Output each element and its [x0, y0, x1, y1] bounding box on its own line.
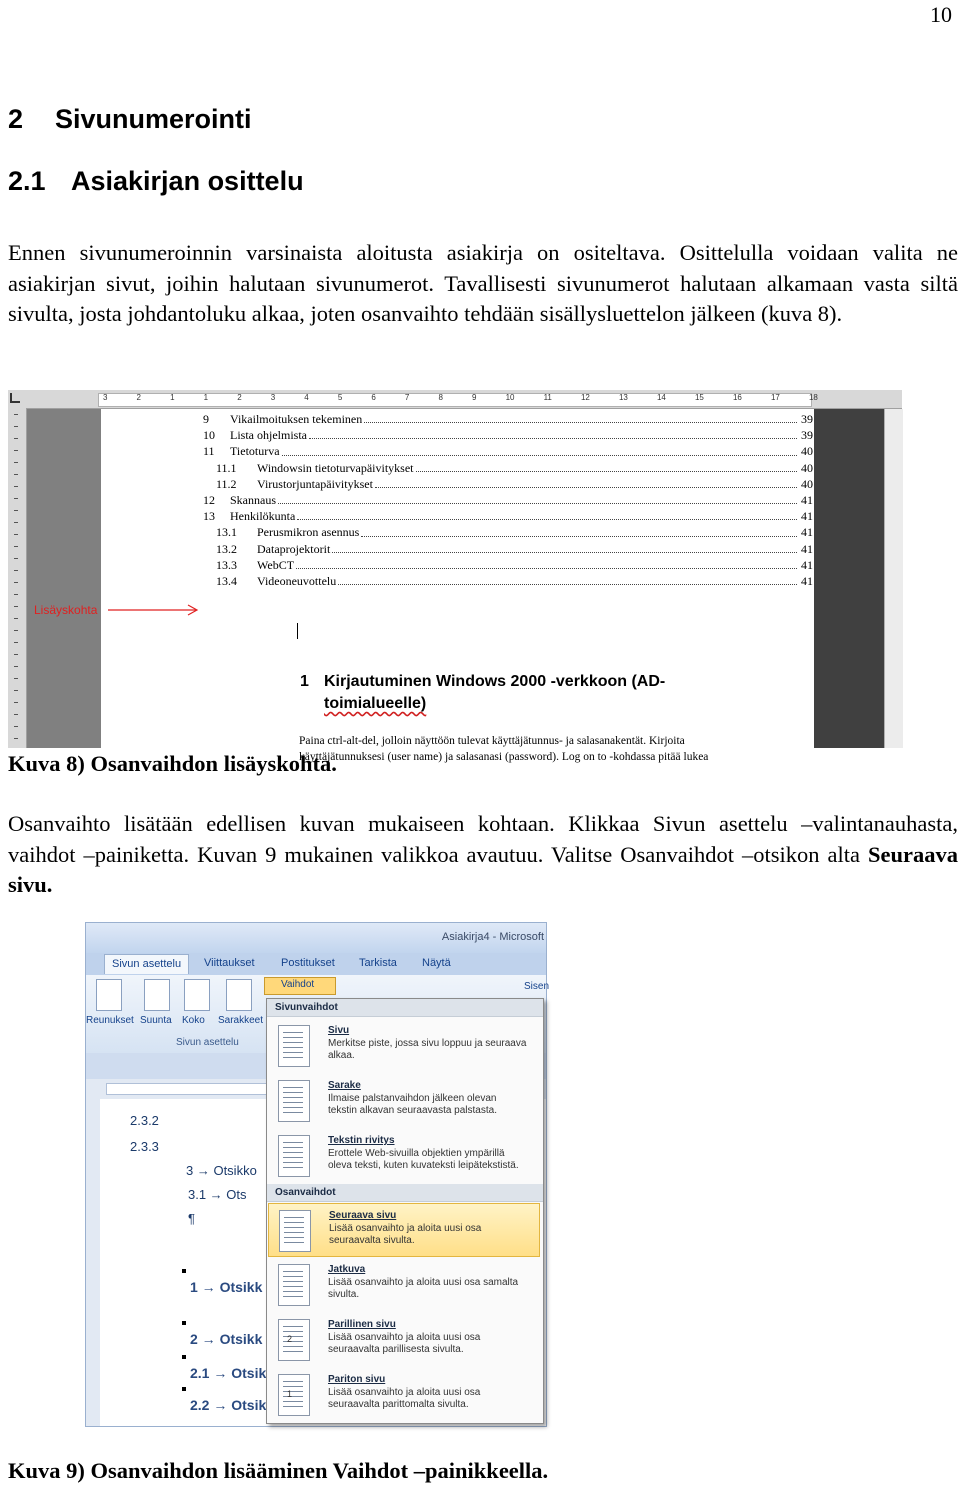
toc-title: Dataprojektorit — [257, 541, 331, 556]
document-line: 2.3.2 — [130, 1113, 159, 1128]
chapter-body-line1: Paina ctrl-alt-del, jolloin näyttöön tulevat käyttäjätunnus- ja salasanakentät. Kirjoita — [299, 735, 685, 747]
ruler-number: 11 — [543, 393, 552, 402]
tab-viittaukset[interactable]: Viittaukset — [204, 957, 255, 969]
ruler-tick — [14, 450, 18, 451]
table-of-contents — [203, 411, 813, 589]
vaihdot-label: Vaihdot — [281, 979, 315, 990]
vertical-ruler — [8, 408, 27, 748]
toc-page: 41 — [801, 557, 813, 572]
toc-row[interactable] — [203, 492, 813, 508]
ruler-tick — [14, 642, 18, 643]
ruler-tick — [14, 594, 18, 595]
ruler-tick — [14, 654, 18, 655]
toc-title: Vikailmoituksen tekeminen — [230, 412, 363, 426]
ruler-tick — [14, 486, 18, 487]
toc-row[interactable] — [203, 541, 813, 557]
toc-number: 13.2 — [216, 541, 237, 556]
truncated-ribbon-label: Sisen — [524, 981, 550, 992]
ruler-tick — [14, 690, 18, 691]
toc-number: 11 — [203, 444, 215, 459]
ruler-tick — [14, 714, 18, 715]
ruler-number: 10 — [505, 393, 515, 402]
ruler-tick — [14, 738, 18, 739]
ruler-number: 6 — [371, 393, 376, 402]
toc-number: 11.2 — [216, 476, 237, 491]
vertical-scrollbar[interactable] — [884, 409, 903, 748]
menu-section-header — [267, 1184, 543, 1202]
toc-page: 41 — [801, 525, 813, 540]
ruler-number: 13 — [618, 393, 628, 402]
page-break-icon — [278, 1080, 310, 1122]
toc-title: Tietoturva — [230, 444, 280, 459]
toc-row[interactable] — [203, 524, 813, 540]
heading-1 — [8, 104, 252, 135]
ribbon-group-label: Sivun asettelu — [176, 1037, 239, 1048]
menu-item-title: Sivu — [328, 1025, 350, 1036]
insertion-point-label: Lisäyskohta — [34, 603, 98, 617]
ruler-number: 3 — [270, 393, 276, 402]
document-line: 3.1 → Ots — [188, 1187, 247, 1202]
ruler-tick — [14, 726, 18, 727]
heading-1-title: Sivunumerointi — [55, 104, 252, 134]
window-titlebar — [86, 923, 546, 953]
ruler-number: 2 — [237, 393, 242, 402]
document-line: 1 → Otsikk — [190, 1279, 263, 1295]
menu-section-header — [267, 999, 543, 1017]
size-icon — [184, 979, 210, 1011]
figure-8-screenshot — [8, 390, 902, 763]
toc-page: 39 — [801, 412, 813, 426]
toc-title: Skannaus — [230, 492, 276, 507]
heading-1-number: 2 — [8, 104, 24, 134]
chapter-body — [299, 733, 819, 765]
document-line: 3 → Otsikko — [186, 1163, 257, 1178]
heading-2-title: Asiakirjan osittelu — [71, 166, 304, 196]
menu-item[interactable] — [268, 1258, 540, 1312]
ruler-tick — [14, 702, 18, 703]
toc-page: 41 — [801, 541, 813, 556]
ruler-tick — [14, 546, 18, 547]
ruler-tick — [14, 522, 18, 523]
toc-title: Virustorjuntapäivitykset — [257, 476, 373, 491]
page-break-icon — [278, 1025, 310, 1067]
toc-leader — [297, 508, 797, 520]
ruler-number: 4 — [304, 393, 309, 402]
toc-leader — [375, 476, 797, 488]
menu-item-title: Pariton sivu — [328, 1374, 386, 1385]
menu-item-title: Parillinen sivu — [328, 1319, 396, 1330]
paragraph-mark-bullet — [182, 1321, 186, 1325]
chapter-heading-line2: toimialueelle) — [324, 695, 427, 712]
toc-number: 11.1 — [216, 460, 237, 475]
page-break-icon — [278, 1374, 310, 1416]
margins-button[interactable]: Reunukset — [86, 1015, 134, 1026]
page-break-icon — [278, 1264, 310, 1306]
menu-item[interactable] — [268, 1019, 540, 1073]
ruler-tick — [14, 534, 18, 535]
menu-item-description: Lisää osanvaihto ja aloita uusi osa seuraavalta parillisesta sivulta. — [328, 1332, 481, 1355]
toc-row[interactable] — [203, 460, 813, 476]
menu-item-description: Erottele Web-sivuilla objektien ympärillä oleva teksti, kuten kuvateksti leipätekstistä. — [328, 1148, 519, 1171]
toc-leader — [338, 573, 797, 585]
toc-row[interactable] — [203, 573, 813, 589]
paragraph-mark-bullet — [182, 1387, 186, 1391]
toc-page: 40 — [801, 476, 813, 491]
menu-item-description: Merkitse piste, jossa sivu loppuu ja seuraava alkaa. — [328, 1038, 527, 1061]
toc-page: 41 — [801, 492, 813, 507]
menu-item-description: Lisää osanvaihto ja aloita uusi osa seuraavalta parittomalta sivulta. — [328, 1387, 481, 1410]
ruler-number: 18 — [808, 393, 818, 402]
menu-item-title: Jatkuva — [328, 1264, 366, 1275]
columns-icon — [226, 979, 252, 1011]
toc-number: 13.4 — [216, 573, 237, 588]
ruler-tick — [14, 570, 18, 571]
figure-9-caption: Kuva 9) Osanvaihdon lisääminen Vaihdot –painikkeella. — [8, 1458, 549, 1483]
toc-leader — [416, 460, 798, 472]
menu-item-description: Ilmaise palstanvaihdon jälkeen olevan tekstin alkavan seuraavasta palstasta. — [328, 1093, 497, 1116]
toc-number: 13.3 — [216, 557, 237, 572]
ruler-tick — [14, 510, 18, 511]
toc-number: 13 — [203, 509, 215, 524]
paragraph-2-bold: Seuraava sivu. — [8, 841, 958, 897]
menu-item-title: Sarake — [328, 1080, 361, 1091]
ruler-number: 3 — [103, 393, 108, 402]
page-number-glyph: 2 — [287, 1334, 293, 1344]
ruler-number: 1 — [203, 393, 209, 402]
page-margin-area — [814, 409, 884, 748]
ruler-tick — [14, 414, 18, 415]
toc-number: 12 — [203, 492, 215, 507]
paragraph-2-text: Osanvaihto lisätään edellisen kuvan mukaiseen kohtaan. Klikkaa Sivun asettelu –valintanauhasta, vaihdot –painiketta. Kuvan 9 mukainen valikkoa avautuu. Valitse Osanvaihdot –otsikon alta — [8, 811, 958, 867]
ruler-number: 9 — [472, 393, 477, 402]
page-break-icon — [278, 1135, 310, 1177]
menu-item-description: Lisää osanvaihto ja aloita uusi osa seuraavalta sivulta. — [329, 1223, 482, 1246]
ruler-tick — [14, 426, 18, 427]
ruler-number: 16 — [732, 393, 742, 402]
ruler-number: 17 — [770, 393, 780, 402]
toc-title: Windowsin tietoturvapäivitykset — [257, 460, 414, 475]
tab-tarkista[interactable]: Tarkista — [359, 957, 397, 969]
toc-page: 40 — [801, 460, 813, 475]
vertical-ruler-2 — [86, 1099, 101, 1426]
toc-leader — [296, 557, 797, 569]
ruler-number: 14 — [656, 393, 666, 402]
toc-page: 39 — [801, 428, 813, 443]
ruler-tick — [14, 666, 18, 667]
ruler-number: 5 — [337, 393, 343, 402]
document-line: 2.2 → Otsik — [190, 1397, 267, 1413]
ruler-tick — [14, 474, 18, 475]
paragraph-mark-bullet — [182, 1355, 186, 1359]
toc-leader — [309, 427, 797, 439]
ruler-text-area-2 — [106, 1083, 268, 1095]
toc-title: WebCT — [257, 557, 295, 572]
toc-row[interactable] — [203, 508, 813, 524]
columns-button[interactable]: Sarakkeet — [218, 1015, 264, 1026]
heading-2-number: 2.1 — [8, 166, 46, 196]
size-button[interactable]: Koko — [182, 1015, 205, 1026]
page-break-icon — [278, 1319, 310, 1361]
page-break-icon — [279, 1210, 311, 1252]
paragraph-1: Ennen sivunumeroinnin varsinaista aloitusta asiakirja on ositeltava. Osittelulla voidaan valita ne asiakirjan sivut, joihin halutaan sivunumerot. Tavallisesti sivunumerot halutaan alkamaan vasta siltä sivulta, josta johdantoluku alkaa, joten osanvaihto tehdään sisällysluettelon jälkeen (kuva 8). — [8, 240, 958, 326]
toc-leader — [282, 443, 797, 455]
tab-sivun-asettelu[interactable]: Sivun asettelu — [104, 954, 189, 974]
orientation-icon — [144, 979, 170, 1011]
chapter-heading — [300, 671, 665, 715]
ruler-tick — [14, 498, 18, 499]
menu-item[interactable] — [268, 1313, 540, 1367]
toc-page: 41 — [801, 509, 813, 524]
toc-row[interactable] — [203, 476, 813, 492]
menu-section-title: Osanvaihdot — [275, 1187, 336, 1198]
ruler-tick — [14, 618, 18, 619]
ruler-tick — [14, 438, 18, 439]
page-number-glyph: 1 — [287, 1389, 293, 1399]
ruler-number: 1 — [170, 393, 175, 402]
ruler-number: 7 — [404, 393, 410, 402]
margins-icon — [96, 979, 122, 1011]
document-line: 2.1 → Otsik — [190, 1365, 267, 1381]
ribbon-tabs — [86, 953, 546, 975]
ruler-tick — [14, 606, 18, 607]
chapter-heading-number: 1 — [300, 673, 309, 690]
toc-row[interactable] — [203, 443, 813, 459]
toc-number: 10 — [203, 428, 215, 443]
document-line: 2.3.3 — [130, 1139, 159, 1154]
vaihdot-button[interactable] — [264, 977, 336, 995]
tab-nayta[interactable]: Näytä — [422, 957, 451, 969]
toc-page: 41 — [801, 573, 813, 588]
toc-leader — [278, 492, 797, 504]
toc-row[interactable] — [203, 427, 813, 443]
toc-leader — [361, 524, 797, 536]
menu-item-description: Lisää osanvaihto ja aloita uusi osa samalta sivulta. — [328, 1277, 519, 1300]
toc-title: Perusmikron asennus — [257, 525, 360, 540]
vaihdot-menu — [266, 998, 544, 1424]
ruler-tick — [14, 582, 18, 583]
text-cursor — [297, 623, 298, 639]
document-line: 2 → Otsikk — [190, 1331, 263, 1347]
menu-item[interactable] — [268, 1368, 540, 1422]
ruler-number: 15 — [694, 393, 704, 402]
toc-row[interactable] — [203, 557, 813, 573]
ruler-tick — [14, 630, 18, 631]
toc-title: Henkilökunta — [230, 509, 296, 524]
toc-row[interactable] — [203, 411, 813, 427]
ruler-tick — [14, 462, 18, 463]
horizontal-ruler — [8, 390, 902, 409]
document-line: ¶ — [188, 1211, 195, 1226]
toc-leader — [364, 411, 797, 423]
ruler-tick — [14, 678, 18, 679]
menu-item[interactable] — [268, 1129, 540, 1183]
heading-2 — [8, 166, 304, 197]
menu-item-title: Tekstin rivitys — [328, 1135, 395, 1146]
paragraph-mark-bullet — [182, 1269, 186, 1273]
ruler-number: 2 — [136, 393, 141, 402]
toc-number: 13.1 — [216, 525, 237, 540]
window-title: Asiakirja4 - Microsoft — [441, 931, 544, 943]
menu-section-title: Sivunvaihdot — [275, 1002, 338, 1013]
figure-8-caption: Kuva 8) Osanvaihdon lisäyskohta. — [8, 751, 337, 776]
document-page — [101, 409, 814, 763]
ruler-numbers — [103, 393, 818, 402]
tab-postitukset[interactable]: Postitukset — [281, 957, 335, 969]
toc-title: Videoneuvottelu — [257, 573, 337, 588]
paragraph-2 — [8, 809, 958, 901]
orientation-button[interactable]: Suunta — [140, 1015, 172, 1026]
ruler-tick — [14, 558, 18, 559]
menu-item[interactable] — [268, 1074, 540, 1128]
toc-title: Lista ohjelmista — [230, 428, 307, 443]
chapter-body-line2: käyttäjätunnuksesi (user name) ja salasanasi (password). Log on to -kohdassa pitää lukea — [299, 751, 709, 763]
menu-item-title: Seuraava sivu — [329, 1210, 397, 1221]
page-number: 10 — [930, 2, 952, 27]
toc-number: 9 — [203, 412, 209, 426]
ruler-number: 8 — [438, 393, 443, 402]
chapter-heading-line1: Kirjautuminen Windows 2000 -verkkoon (AD- — [324, 673, 666, 690]
toc-page: 40 — [801, 444, 813, 459]
ruler-number: 12 — [580, 393, 590, 402]
figure-9-screenshot — [85, 922, 550, 1427]
tab-stop-icon — [10, 393, 20, 403]
menu-item[interactable] — [268, 1203, 540, 1257]
toc-leader — [332, 541, 797, 553]
arrow-right-icon — [108, 604, 200, 616]
